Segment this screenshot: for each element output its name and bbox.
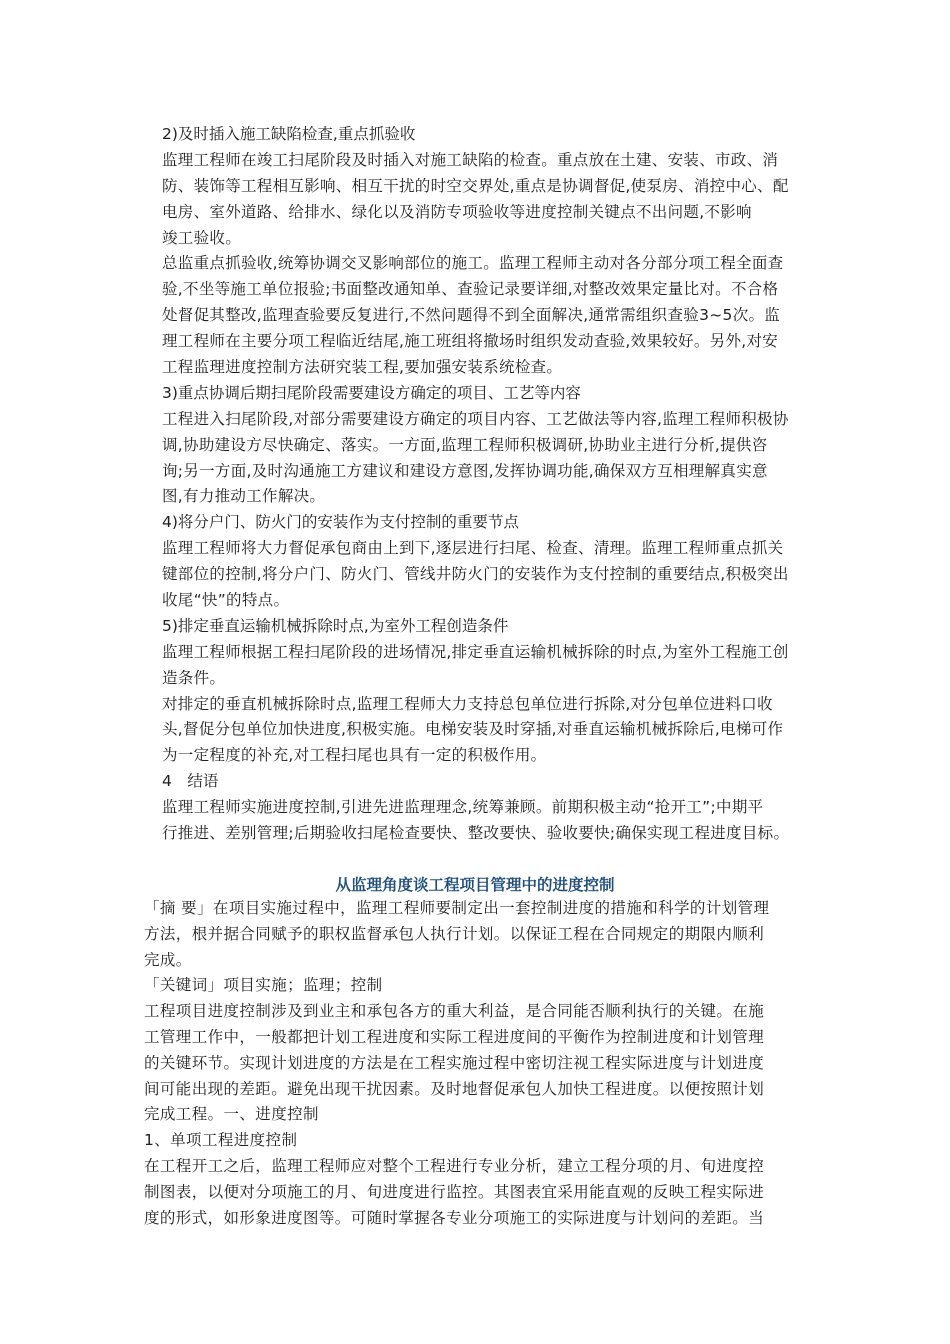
abstract-line: 「摘 要」在项目实施过程中，监理工程师要制定出一套控制进度的措施和科学的计划管理 — [144, 899, 770, 917]
paragraph-line: 验,不坐等施工单位报验;书面整改通知单、查验记录要详细,对整改效果定量比对。不合格 — [162, 280, 779, 299]
paragraph-line: 竣工验收。 — [162, 228, 242, 247]
paragraph-line: 度的形式，如形象进度图等。可随时掌握各专业分项施工的实际进度与计划问的差距。当 — [144, 1208, 765, 1227]
paragraph-line: 工程监理进度控制方法研究装工程,要加强安装系统检查。 — [162, 358, 563, 377]
progress-control-section — [162, 122, 842, 847]
article-title: 从监理角度谈工程项目管理中的进度控制 — [335, 876, 615, 894]
paragraph-line: 理工程师在主要分项工程临近结尾,施工班组将撤场时组织发动查验,效果较好。另外,对安 — [162, 332, 779, 351]
subsection-heading: 3)重点协调后期扫尾阶段需要建设方确定的项目、工艺等内容 — [162, 383, 581, 402]
paragraph-line: 电房、室外道路、给排水、绿化以及消防专项验收等进度控制关键点不出问题,不影响 — [162, 202, 752, 221]
paragraph-line: 头,督促分包单位加快进度,积极实施。电梯安装及时穿插,对垂直运输机械拆除后,电梯可作 — [162, 720, 784, 739]
abstract-line: 完成。 — [144, 950, 192, 969]
paragraph-line: 为一定程度的补充,对工程扫尾也具有一定的积极作用。 — [162, 746, 547, 765]
paragraph-line: 工程项目进度控制涉及到业主和承包各方的重大利益，是合同能否顺利执行的关键。在施 — [144, 1002, 765, 1021]
paragraph-line: 行推进、差别管理;后期验收扫尾检查要快、整改要快、验收要快;确保实现工程进度目标。 — [162, 824, 790, 843]
paragraph-line: 造条件。 — [162, 668, 226, 687]
subsection-heading: 1、单项工程进度控制 — [144, 1131, 298, 1150]
subsection-heading: 4)将分户门、防火门的安装作为支付控制的重要节点 — [162, 513, 519, 532]
subsection-heading: 5)排定垂直运输机械拆除时点,为室外工程创造条件 — [162, 616, 509, 635]
paragraph-line: 图,有力推动工作解决。 — [162, 487, 326, 506]
paragraph-line: 询;另一方面,及时沟通施工方建议和建设方意图,发挥协调功能,确保双方互相理解真实意 — [162, 461, 768, 480]
paragraph-line: 总监重点抓验收,统筹协调交叉影响部位的施工。监理工程师主动对各分部分项工程全面查 — [162, 254, 784, 273]
paragraph-line: 在工程开工之后，监理工程师应对整个工程进行专业分析，建立工程分项的月、旬进度控 — [144, 1156, 765, 1175]
paragraph-line: 的关键环节。实现计划进度的方法是在工程实施过程中密切注视工程实际进度与计划进度 — [144, 1053, 765, 1072]
abstract-line: 方法，根并据合同赋予的职权监督承包人执行计划。以保证工程在合同规定的期限内顺利 — [144, 924, 765, 943]
subsection-heading: 2)及时插入施工缺陷检查,重点抓验收 — [162, 125, 416, 143]
paragraph-line: 对排定的垂直机械拆除时点,监理工程师大力支持总包单位进行拆除,对分包单位进料口收 — [162, 694, 773, 713]
paragraph-line: 收尾“快”的特点。 — [162, 591, 290, 610]
paragraph-line: 处督促其整改,监理查验要反复进行,不然问题得不到全面解决,通常需组织查验3~5次。监 — [162, 306, 781, 325]
paragraph-line: 监理工程师根据工程扫尾阶段的进场情况,排定垂直运输机械拆除的时点,为室外工程施工创 — [162, 642, 789, 661]
paragraph-line: 防、装饰等工程相互影响、相互干扰的时空交界处,重点是协调督促,使泵房、消控中心、配 — [162, 176, 789, 195]
paragraph-line: 监理工程师将大力督促承包商由上到下,逐层进行扫尾、检查、清理。监理工程师重点抓关 — [162, 539, 784, 558]
paragraph-line: 调,协助建设方尽快确定、落实。一方面,监理工程师积极调研,协助业主进行分析,提供咨 — [162, 435, 768, 454]
paragraph-line: 工管理工作中，一般都把计划工程进度和实际工程进度间的平衡作为控制进度和计划管理 — [144, 1027, 765, 1046]
paragraph-line: 键部位的控制,将分户门、防火门、管线井防火门的安装作为支付控制的重要结点,积极突出 — [162, 565, 789, 584]
paragraph-line: 监理工程师在竣工扫尾阶段及时插入对施工缺陷的检查。重点放在土建、安装、市政、消 — [162, 150, 779, 169]
conclusion-heading: 4 结语 — [162, 772, 219, 791]
paragraph-line: 完成工程。一、进度控制 — [144, 1105, 319, 1124]
paragraph-line: 间可能出现的差距。避免出现干扰因素。及时地督促承包人加快工程进度。以便按照计划 — [144, 1079, 765, 1098]
paragraph-line: 监理工程师实施进度控制,引进先进监理理念,统筹兼顾。前期积极主动“抢开工”;中期平 — [162, 798, 764, 817]
paragraph-line: 工程进入扫尾阶段,对部分需要建设方确定的项目内容、工艺做法等内容,监理工程师积极协 — [162, 409, 789, 428]
keywords-line: 「关键词」项目实施；监理；控制 — [144, 976, 383, 995]
article-body — [144, 896, 844, 1231]
paragraph-line: 制图表，以便对分项施工的月、旬进度进行监控。其图表宜采用能直观的反映工程实际进 — [144, 1182, 765, 1201]
